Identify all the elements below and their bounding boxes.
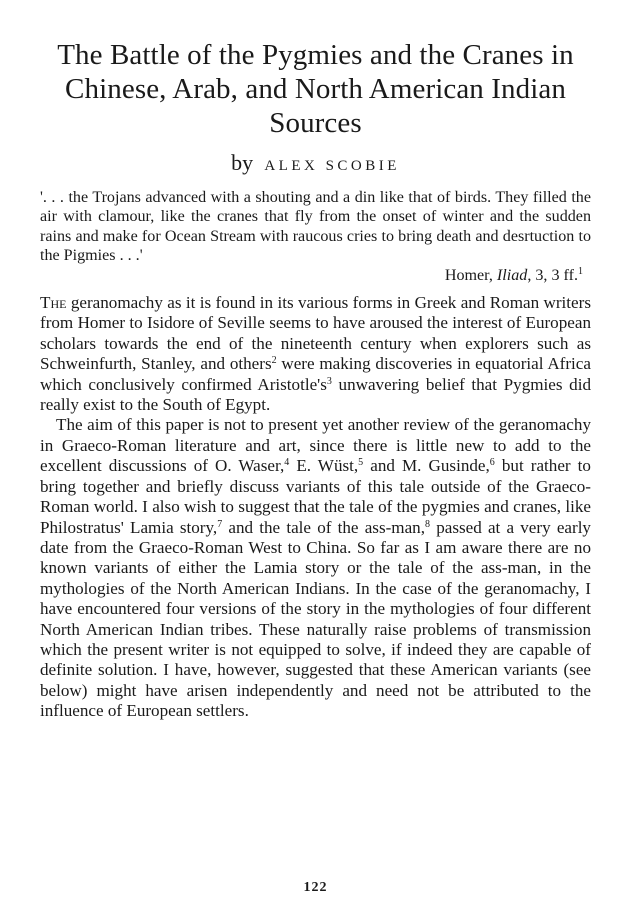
- epigraph-quote: '. . . the Trojans advanced with a shouting and a din like that of birds. They filled the air with clamour, like the cranes that fly from the onset of winter and the sudden rains and make for Ocean Stream with raucous cries to bring death and desrtuction to the Pigmies . . .': [40, 189, 591, 265]
- footnote-ref: 4: [284, 457, 290, 469]
- footnote-ref: 7: [217, 518, 223, 530]
- paragraph-text: but rather to bring together and briefly discuss variants of this tale outside of the Graeco-Roman world. I also wish to suggest that the tale of the pygmies and cranes, like Philostratus' Lamia story,: [40, 456, 591, 537]
- footnote-ref: 2: [271, 355, 277, 367]
- paragraph-2: [40, 415, 591, 721]
- epigraph-citation: [40, 266, 591, 285]
- paragraph-text: and the tale of the ass-man,: [222, 517, 425, 537]
- paragraph-text: passed at a very early date from the Graeco-Roman West to China. So far as I am aware there are no known variants of either the Lamia story or the tale of the ass-man, in the mythologies of the North American Indians. In the case of the geranomachy, I have encountered four versions of the story in the mythologies of four different North American Indian tribes. These naturally raise problems of transmission which the present writer is not equipped to solve, if indeed they are capable of definite solution. I have, however, suggested that these American variants (see below) might have arisen independently and need not be attributed to the influence of European settlers.: [40, 517, 591, 721]
- byline-by: by: [231, 150, 254, 175]
- paragraph-text: were making discoveries in equatorial Africa which conclusively confirmed Aristotle's: [40, 354, 591, 394]
- paragraph-1: [40, 293, 591, 415]
- citation-work: Iliad: [496, 266, 528, 284]
- article-body: [40, 293, 591, 722]
- epigraph: [40, 188, 591, 285]
- paragraph-text: unwavering belief that Pygmies did really exist to the South of Egypt.: [40, 374, 591, 415]
- footnote-ref: 6: [489, 457, 495, 469]
- paragraph-lead-word: The: [40, 293, 67, 313]
- footnote-ref: 1: [578, 265, 583, 277]
- footnote-ref: 3: [326, 375, 332, 387]
- paragraph-text: The aim of this paper is not to present yet another review of the geranomachy in Graeco-Roman literature and art, since there is little new to add to the excellent discussions of O. Waser,: [40, 415, 591, 476]
- page-number: 122: [303, 880, 328, 895]
- footnote-ref: 8: [425, 518, 430, 530]
- paragraph-text: E. Wüst,: [289, 456, 359, 476]
- citation-author: Homer,: [444, 266, 497, 284]
- footnote-ref: 5: [358, 457, 364, 469]
- byline: [40, 150, 591, 176]
- author-name: ALEX SCOBIE: [264, 158, 400, 174]
- paragraph-text: geranomachy as it is found in its various forms in Greek and Roman writers from Homer to Isidore of Seville seems to have aroused the interest of European scholars towards the end of the nineteenth century when explorers such as Schweinfurth, Stanley, and others: [40, 293, 591, 374]
- citation-location: , 3, 3 ff.: [527, 266, 578, 284]
- paragraph-text: and M. Gusinde,: [363, 456, 490, 476]
- article-title: The Battle of the Pygmies and the Cranes in Chinese, Arab, and North American Indian Sources: [57, 39, 574, 139]
